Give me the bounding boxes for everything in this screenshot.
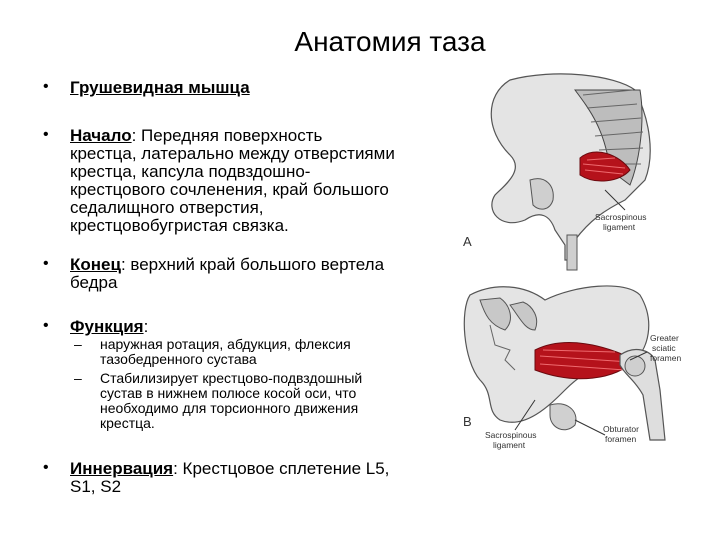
function-sub-line: необходимо для торсионного движения	[100, 400, 359, 416]
sacrospinous-a-label: ligament	[603, 222, 636, 232]
bullet-function	[70, 318, 148, 336]
greater-sciatic-label: Greater	[650, 333, 679, 343]
function-sub-2	[74, 370, 363, 431]
panel-a-label: A	[463, 234, 472, 249]
bullet-dot: •	[43, 255, 49, 272]
bullet-origin	[70, 127, 395, 235]
panel-b-label: B	[463, 414, 472, 429]
origin-line: крестцовобугристая связка.	[70, 216, 289, 235]
insertion-label: Конец	[70, 255, 121, 274]
sub-dash: –	[74, 370, 82, 386]
insertion-line: бедра	[70, 273, 118, 292]
bullet-insertion	[70, 256, 384, 292]
origin-text: : Передняя поверхность	[131, 126, 323, 145]
function-sub-line: наружная ротация, абдукция, флексия	[100, 336, 351, 352]
origin-line: крестцового сочленения, край большого	[70, 180, 389, 199]
bullet-dot: •	[43, 459, 49, 476]
panel-a-illustration	[463, 74, 650, 270]
bullet-muscle	[70, 79, 250, 97]
function-sub-line: крестца.	[100, 415, 155, 431]
obturator-label: Obturator	[603, 424, 639, 434]
origin-line: крестца, латерально между отверстиями	[70, 144, 395, 163]
function-sub-1	[74, 336, 351, 367]
pelvis-anatomy-figure	[455, 60, 715, 480]
sub-dash: –	[74, 336, 82, 352]
function-sub-line: сустав в нижнем полюсе косой оси, что	[100, 385, 357, 401]
origin-line: крестца, капсула подвздошно-	[70, 162, 311, 181]
muscle-heading: Грушевидная мышца	[70, 78, 250, 97]
bullet-dot: •	[43, 78, 49, 95]
origin-line: седалищного отверстия,	[70, 198, 264, 217]
sacrospinous-b-label: ligament	[493, 440, 526, 450]
greater-sciatic-label: sciatic	[652, 343, 676, 353]
sacrospinous-a-label: Sacrospinous	[595, 212, 647, 222]
bullet-dot: •	[43, 317, 49, 334]
innervation-text: : Крестцовое сплетение L5,	[173, 459, 390, 478]
sacrospinous-b-label: Sacrospinous	[485, 430, 537, 440]
origin-label: Начало	[70, 126, 132, 145]
function-label: Функция	[70, 317, 144, 336]
insertion-text: : верхний край большого вертела	[120, 255, 385, 274]
function-text: :	[143, 317, 149, 336]
obturator-label: foramen	[605, 434, 637, 444]
bullet-dot: •	[43, 126, 49, 143]
page-title: Анатомия таза	[294, 26, 486, 57]
panel-b-illustration	[463, 286, 681, 450]
function-sub-line: тазобедренного сустава	[100, 351, 257, 367]
function-sub-line: Стабилизирует крестцово-подвздошный	[100, 370, 363, 386]
bullet-innervation	[70, 460, 389, 496]
innervation-label: Иннервация	[70, 459, 174, 478]
greater-sciatic-label: foramen	[650, 353, 682, 363]
innervation-line: S1, S2	[70, 477, 122, 496]
